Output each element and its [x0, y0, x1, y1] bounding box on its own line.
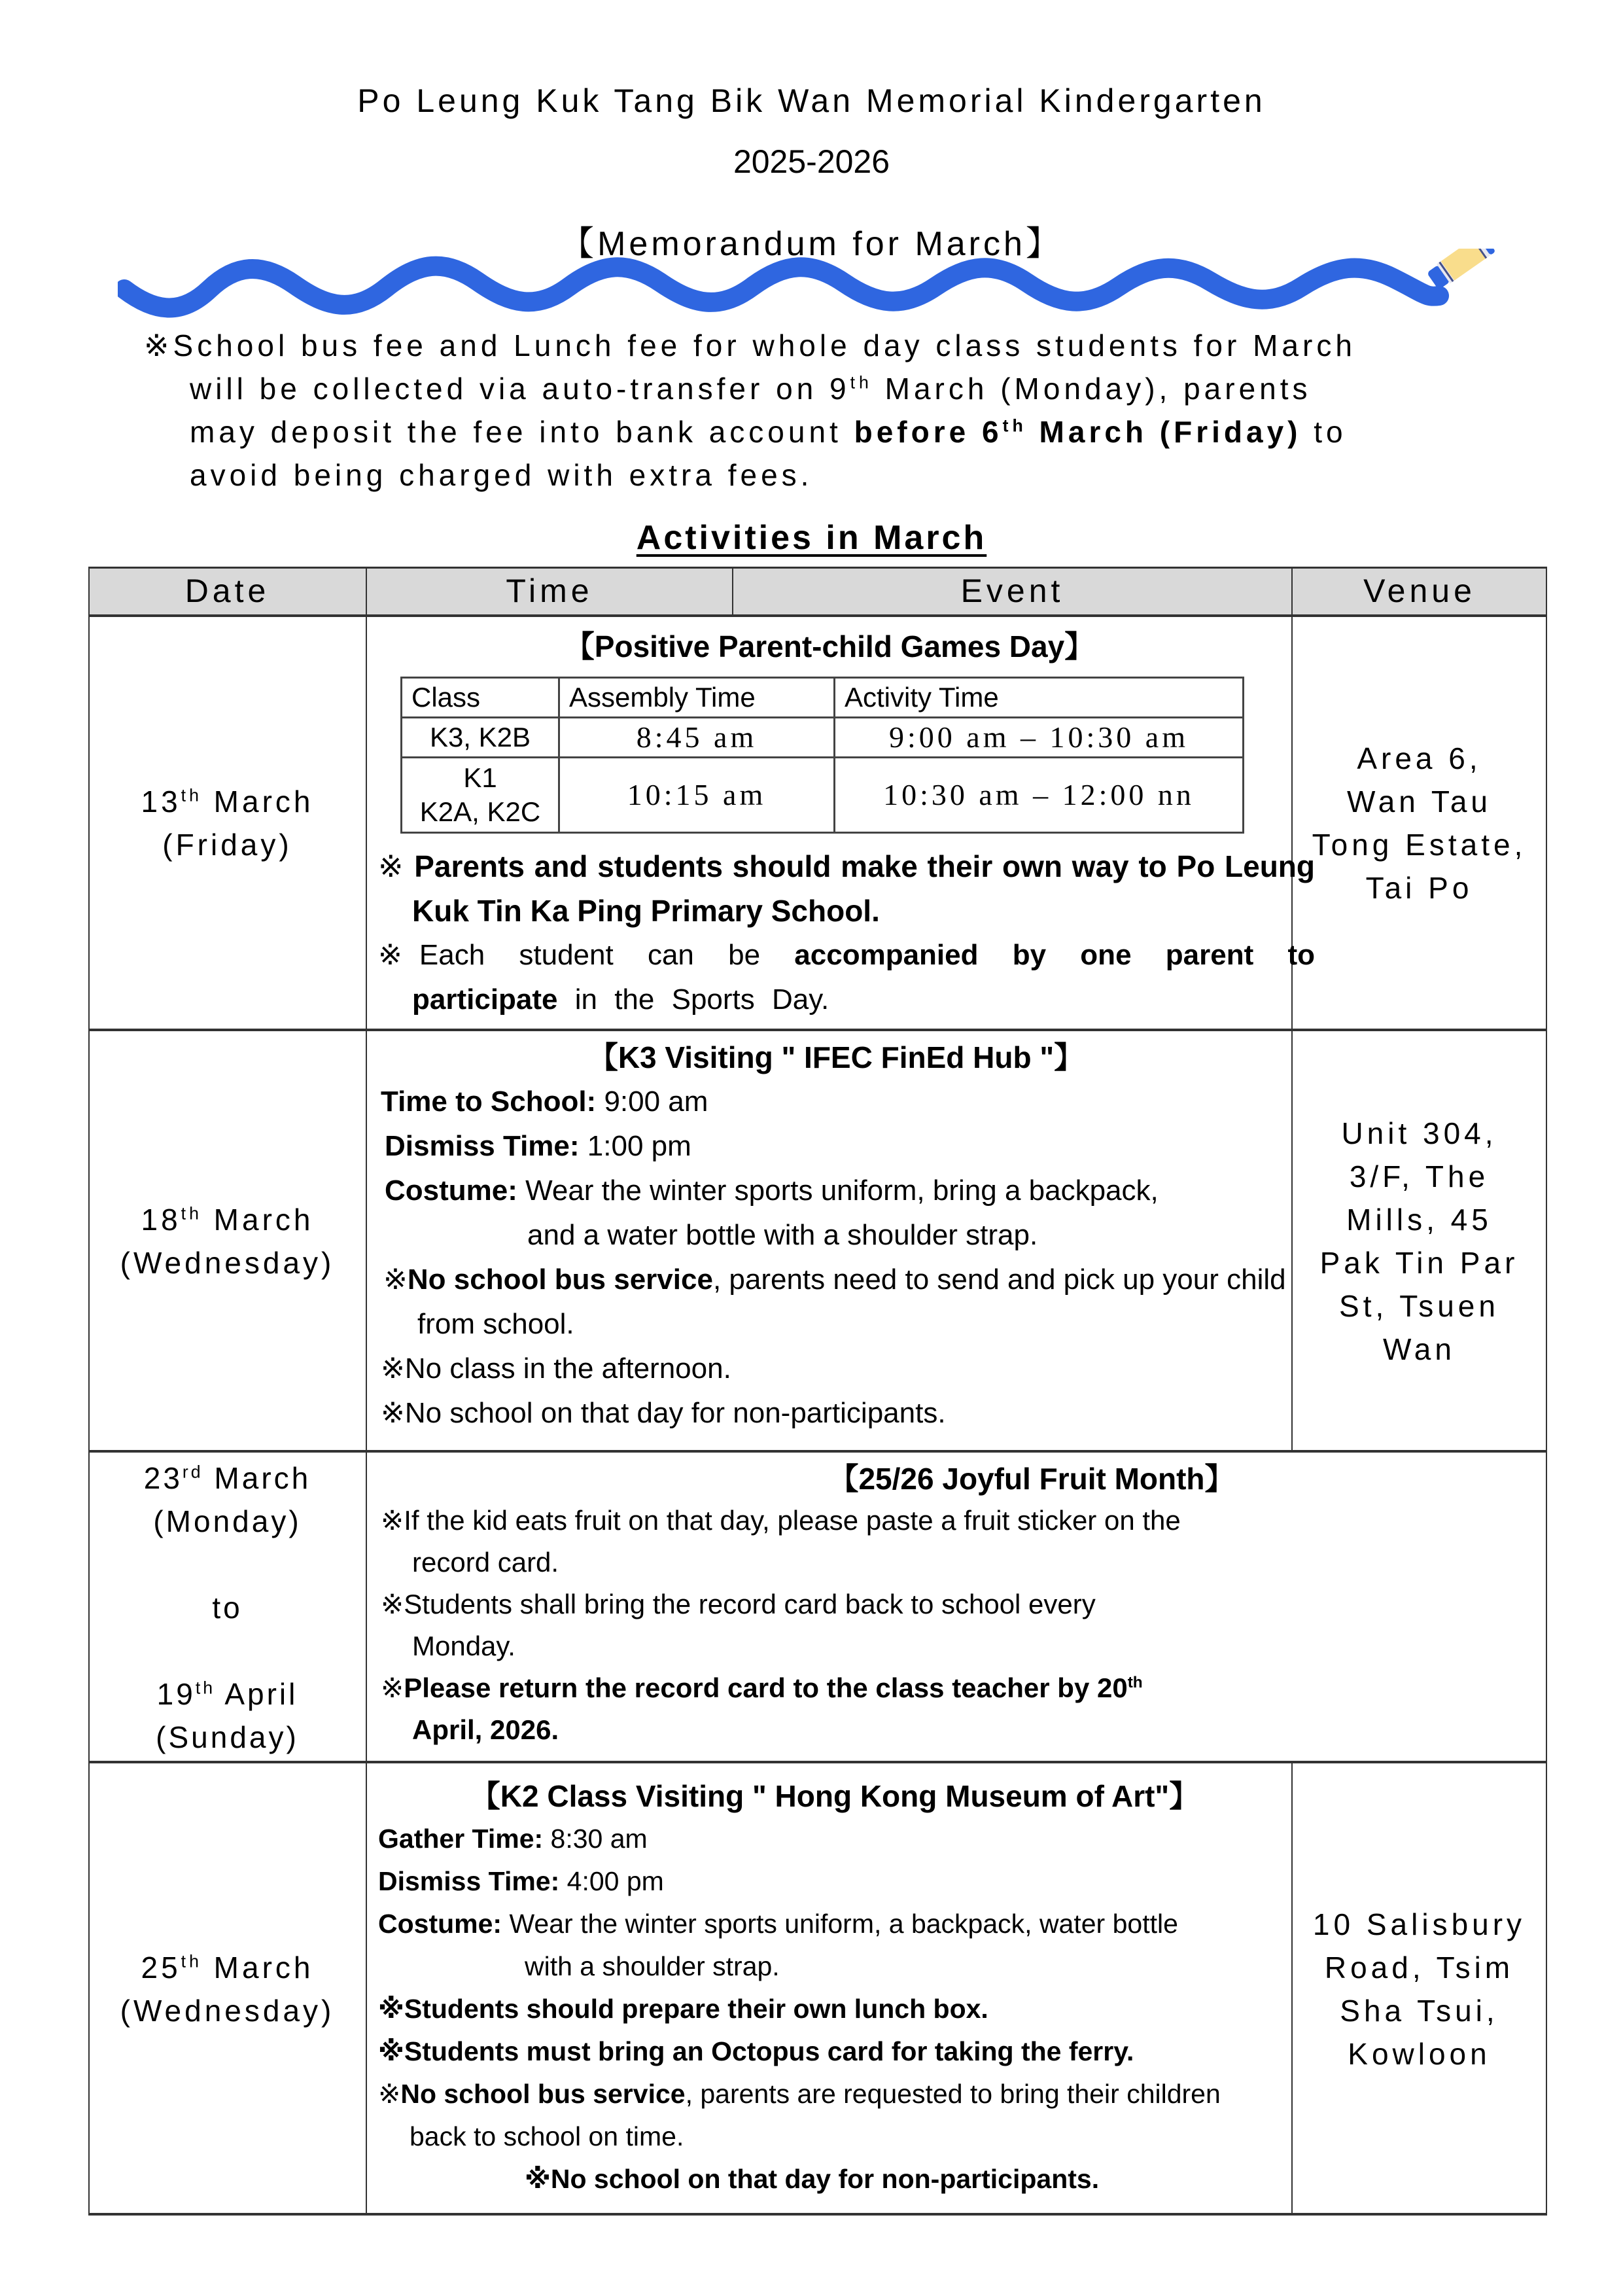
event-note: ※ Parents and students should make their own way to Po Leung Kuk Tin Ka Ping Primary School. [378, 849, 1316, 928]
squiggle-line [124, 266, 1439, 308]
schedule-header: Activity Time [835, 678, 1244, 718]
schedule-row [402, 758, 1244, 833]
event-title: 【Positive Parent-child Games Day】 [564, 629, 1095, 663]
schedule-assembly: 10:15 am [559, 758, 835, 833]
event-dismiss: Dismiss Time: 1:00 pm [385, 1130, 691, 1162]
row-1-venue: Area 6, Wan Tau Tong Estate, Tai Po [1312, 741, 1527, 905]
header-date: Date [88, 567, 366, 615]
notice-line-4: avoid being charged with extra fees. [190, 458, 813, 492]
pencil-icon [1426, 249, 1496, 291]
row-1-date: 13th March (Friday) [141, 785, 314, 862]
row-3-date: 23rd March (Monday) to 19th April (Sunday) [143, 1460, 311, 1754]
activities-title: Activities in March [636, 519, 987, 557]
event-title: 【25/26 Joyful Fruit Month】 [828, 1462, 1235, 1496]
schedule-activity: 9:00 am – 10:30 am [835, 718, 1244, 758]
schedule-class: K3, K2B [402, 718, 559, 758]
event-note: ※Students shall bring the record card back to school every Monday. [381, 1589, 1096, 1661]
row-4-venue: 10 Salisbury Road, Tsim Sha Tsui, Kowloon [1312, 1907, 1526, 2071]
event-time: Time to School: 9:00 am [381, 1086, 708, 1118]
deadline-text: before 6th March (Friday) [854, 415, 1302, 449]
event-note: ※No school bus service, parents are requested to bring their children back to school on time. [378, 2079, 1221, 2151]
table-border-right [1546, 567, 1547, 2216]
event-costume: Costume: Wear the winter sports uniform, a backpack, water bottle [378, 1909, 1178, 1939]
school-name: Po Leung Kuk Tang Bik Wan Memorial Kindergarten [357, 82, 1266, 119]
event-title: 【K2 Class Visiting " Hong Kong Museum of Art"】 [470, 1779, 1200, 1813]
fee-notice [144, 324, 1492, 497]
memo-title: 【Memorandum for March】 [560, 225, 1063, 263]
row-2-event [368, 1031, 1291, 1451]
event-note: ※No class in the afternoon. [381, 1352, 731, 1385]
row-2-date: 18th March (Wednesday) [120, 1203, 335, 1280]
table-border-top [88, 567, 1547, 569]
event-gather: Gather Time: 8:30 am [378, 1824, 648, 1854]
notice-line-3: may deposit the fee into bank account before 6th March (Friday) to [190, 415, 1347, 449]
event-title: 【K3 Visiting " IFEC FinEd Hub "】 [587, 1040, 1085, 1074]
event-note: ※No school on that day for non-participants. [381, 1397, 946, 1429]
schedule-table [400, 677, 1244, 834]
row-4-event [368, 1763, 1291, 2214]
row-3-event [368, 1453, 1545, 1762]
schedule-row [402, 718, 1244, 758]
reference-mark-icon: ※ [144, 328, 173, 362]
activities-table [88, 567, 1547, 2216]
decorative-squiggle-pencil [118, 249, 1557, 321]
notice-line-1: ※School bus fee and Lunch fee for whole day class students for March [144, 328, 1356, 362]
header-event: Event [733, 567, 1292, 615]
notice-line-2: will be collected via auto-transfer on 9th March (Monday), parents [190, 372, 1312, 406]
header-venue: Venue [1292, 567, 1547, 615]
schedule-activity: 10:30 am – 12:00 nn [835, 758, 1244, 833]
event-note: ※No school on that day for non-participants. [525, 2164, 1100, 2194]
event-dismiss: Dismiss Time: 4:00 pm [378, 1866, 664, 1896]
school-year: 2025-2026 [733, 143, 890, 180]
schedule-header-row [402, 678, 1244, 718]
event-note: ※No school bus service, parents need to send and pick up your child from school. [383, 1263, 1286, 1340]
row-1-event [368, 616, 1316, 1030]
date-range-to: to [212, 1590, 243, 1625]
col-divider [732, 567, 733, 615]
event-costume: Costume: Wear the winter sports uniform, bring a backpack, [385, 1174, 1159, 1207]
schedule-header: Class [402, 678, 559, 718]
event-note: ※Each student can be accompanied by one parent to participate in the Sports Day. [378, 939, 1315, 1016]
row-2-venue: Unit 304, 3/F, The Mills, 45 Pak Tin Par St, Tsuen Wan [1319, 1116, 1519, 1366]
event-note: ※Students should prepare their own lunch box. [378, 1994, 988, 2024]
row-4-date: 25th March (Wednesday) [120, 1950, 335, 2028]
schedule-header: Assembly Time [559, 678, 835, 718]
event-note: ※Please return the record card to the class teacher by 20th April, 2026. [381, 1672, 1143, 1745]
event-note: ※If the kid eats fruit on that day, please paste a fruit sticker on the record card. [381, 1505, 1181, 1578]
header-time: Time [366, 567, 733, 615]
event-costume-cont: and a water bottle with a shoulder strap. [527, 1219, 1038, 1251]
schedule-assembly: 8:45 am [559, 718, 835, 758]
schedule-class: K1 K2A, K2C [402, 758, 559, 833]
event-note: ※Students must bring an Octopus card for taking the ferry. [378, 2036, 1134, 2066]
event-costume-cont: with a shoulder strap. [525, 1951, 780, 1981]
